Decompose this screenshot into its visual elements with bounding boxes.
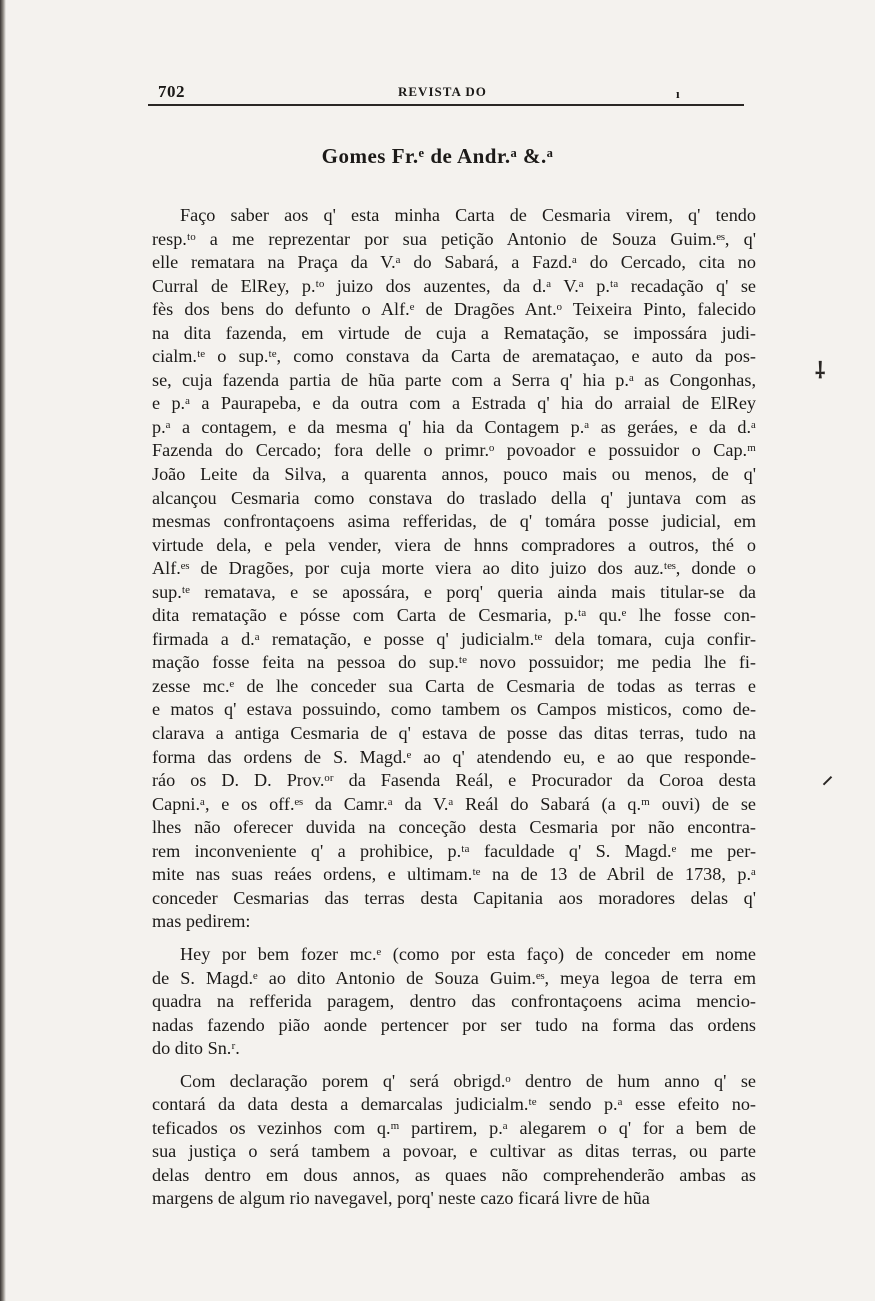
document-body bbox=[152, 204, 756, 1211]
text-line: delas dentro em dous annos, as quaes não comprehenderão ambas as bbox=[152, 1164, 756, 1185]
text-line: nadas fazendo pião aonde pertencer por ser tudo na forma das ordens bbox=[152, 1014, 756, 1035]
text-line: forma das ordens de S. Magd.ᵉ ao q' atendendo eu, e ao que responde- bbox=[152, 746, 756, 767]
paragraph-gap bbox=[152, 934, 756, 943]
text-line: quadra na refferida paragem, dentro das confrontaçoens acima mencio- bbox=[152, 991, 756, 1012]
text-line: do dito Sn.ʳ. bbox=[152, 1038, 240, 1059]
text-line: mite nas suas reáes ordens, e ultimam.ᵗᵉ na de 13 de Abril de 1738, p.ᵃ bbox=[152, 864, 756, 885]
text-line: cialm.ᵗᵉ o sup.ᵗᵉ, como constava da Carta de aremataçao, e auto da pos- bbox=[152, 346, 756, 367]
text-line: virtude dela, e pela vender, viera de hnns compradores a outros, thé o bbox=[152, 534, 756, 555]
text-line: e p.ᵃ a Paurapeba, e da outra com a Estrada q' hia do arraial de ElRey bbox=[152, 393, 756, 414]
text-line: elle rematara na Praça da V.ᵃ do Sabará, a Fazd.ᵃ do Cercado, cita no bbox=[152, 252, 756, 273]
text-line: Fazenda do Cercado; fora delle o primr.ᵒ povoador e possuidor o Cap.ᵐ bbox=[152, 440, 756, 461]
text-line: e matos q' estava possuindo, como tambem os Campos misticos, como de- bbox=[152, 699, 756, 720]
text-line: alcançou Cesmaria como constava do traslado della q' juntava com as bbox=[152, 487, 756, 508]
text-line: dita rematação e pósse com Carta de Cesmaria, p.ᵗᵃ qu.ᵉ lhe fosse con- bbox=[152, 605, 756, 626]
paragraph-gap bbox=[152, 1061, 756, 1070]
text-line: Com declaração porem q' será obrigd.ᵒ dentro de hum anno q' se bbox=[180, 1070, 756, 1091]
text-line: de S. Magd.ᵉ ao dito Antonio de Souza Guim.ᵉˢ, meya legoa de terra em bbox=[152, 967, 756, 988]
text-line: rem inconveniente q' a prohibice, p.ᵗᵃ faculdade q' S. Magd.ᵉ me per- bbox=[152, 840, 756, 861]
text-line: firmada a d.ᵃ rematação, e posse q' judicialm.ᵗᵉ dela tomara, cuja confir- bbox=[152, 628, 756, 649]
page-header bbox=[148, 82, 744, 104]
text-line: zesse mc.ᵉ de lhe conceder sua Carta de Cesmaria de todas as terras e bbox=[152, 675, 756, 696]
text-line: se, cuja fazenda partia de hũa parte com a Serra q' hia p.ᵃ as Congonhas, bbox=[152, 369, 756, 390]
header-tick-mark: ı bbox=[676, 86, 680, 101]
text-line: Hey por bem fozer mc.ᵉ (como por esta faço) de conceder em nome bbox=[180, 943, 756, 964]
text-line: p.ᵃ a contagem, e da mesma q' hia da Contagem p.ᵃ as geráes, e da d.ᵃ bbox=[152, 416, 756, 437]
text-line: Faço saber aos q' esta minha Carta de Cesmaria virem, q' tendo bbox=[180, 205, 756, 225]
text-line: conceder Cesmarias das terras desta Capitania aos moradores delas q' bbox=[152, 887, 756, 908]
text-line: na dita fazenda, em virtude de cuja a Rematação, se impossára judi- bbox=[152, 322, 756, 343]
text-line: resp.ᵗᵒ a me reprezentar por sua petição Antonio de Souza Guim.ᵉˢ, q' bbox=[152, 228, 756, 249]
text-line: sua justiça o será tambem a povoar, e cultivar as ditas terras, ou parte bbox=[152, 1141, 756, 1162]
text-line: margens de algum rio navegavel, porq' neste cazo ficará livre de hũa bbox=[152, 1188, 650, 1209]
text-line: mas pedirem: bbox=[152, 911, 251, 932]
text-line: sup.ᵗᵉ rematava, e se apossára, e porq' queria ainda mais titular-se da bbox=[152, 581, 756, 602]
text-line: mesmas confrontaçoens asima refferidas, de q' tomára posse judicial, em bbox=[152, 511, 756, 532]
text-line: clarava a antiga Cesmaria de q' estava de posse das ditas terras, tudo na bbox=[152, 723, 756, 744]
text-line: Capni.ᵃ, e os off.ᵉˢ da Camr.ᵃ da V.ᵃ Reál do Sabará (a q.ᵐ ouvi) de se bbox=[152, 793, 756, 814]
margin-mark-bottom: ⸝ bbox=[822, 763, 834, 788]
running-head: REVISTA DO bbox=[398, 84, 487, 99]
document-title: Gomes Fr.ᵉ de Andr.ᵃ &.ᵃ bbox=[321, 144, 554, 168]
page-number: 702 bbox=[158, 82, 185, 101]
margin-mark-top: ⸸ bbox=[815, 358, 826, 383]
text-line: Curral de ElRey, p.ᵗᵒ juizo dos auzentes, da d.ᵃ V.ᵃ p.ᵗᵃ recadação q' se bbox=[152, 275, 756, 296]
text-line: João Leite da Silva, a quarenta annos, pouco mais ou menos, de q' bbox=[152, 464, 756, 485]
text-line: ráo os D. D. Prov.ᵒʳ da Fasenda Reál, e Procurador da Coroa desta bbox=[152, 770, 756, 791]
text-line: mação fosse feita na pessoa do sup.ᵗᵉ novo possuidor; me pedia lhe fi- bbox=[152, 652, 756, 673]
text-line: teficados os vezinhos com q.ᵐ partirem, p.ᵃ alegarem o q' for a bem de bbox=[152, 1117, 756, 1138]
text-line: lhes não oferecer duvida na conceção desta Cesmaria por não encontra- bbox=[152, 817, 756, 838]
header-rule bbox=[148, 104, 744, 106]
page-binding-edge bbox=[0, 0, 6, 1301]
text-line: Alf.ᵉˢ de Dragões, por cuja morte viera ao dito juizo dos auz.ᵗᵉˢ, donde o bbox=[152, 558, 756, 579]
text-line: contará da data desta a demarcalas judicialm.ᵗᵉ sendo p.ᵃ esse efeito no- bbox=[152, 1094, 756, 1115]
text-line: fès dos bens do defunto o Alf.ᵉ de Dragões Ant.ᵒ Teixeira Pinto, falecido bbox=[152, 299, 756, 320]
